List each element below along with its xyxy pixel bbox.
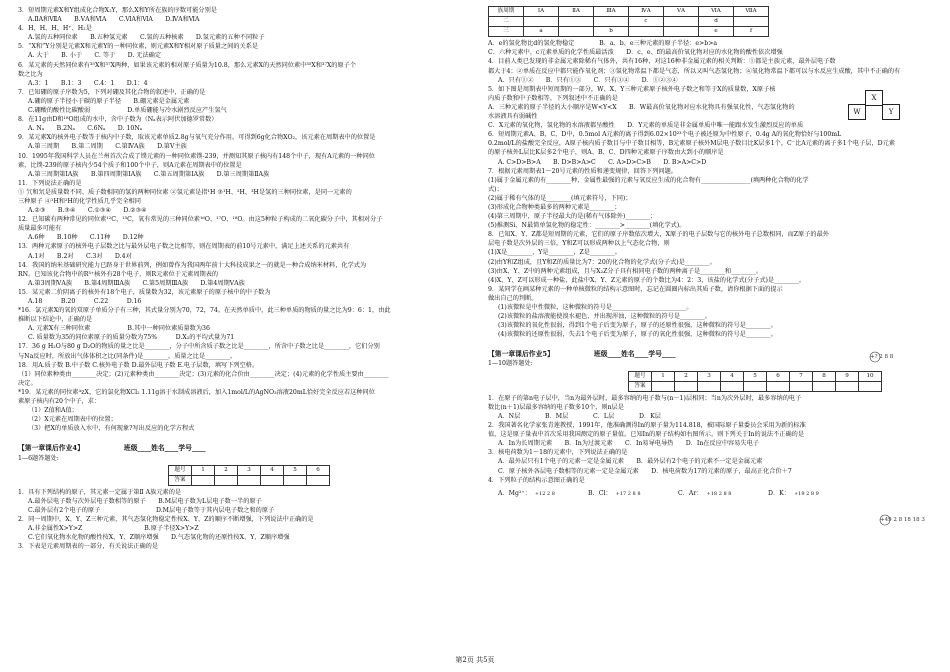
periodic-table-cell (664, 17, 699, 27)
question-line: 2．我国著名化学家张青莲教授，1991年，他准确测得In的原子量为114.818，被国际原子量委员会采用为新的标准 (488, 422, 806, 430)
answer-table-header-cell: 7 (790, 371, 813, 381)
periodic-table-cell: d (699, 17, 734, 27)
answer-table-header-cell: 9 (836, 371, 859, 381)
question-line: A．三种元素的原子半径的大小顺序是W<Y<X B．W最高价氧化物对应水化物具有强氧化性，气态氢化物的 (488, 103, 795, 111)
atom-diagram-q9-label: +? 2 8 8 (870, 354, 894, 360)
question-line: ① 氕和氘是质量数不同、质子数相同的氢的两种同位素 ②氢元素是指¹H ③¹H、²H、³H是氢的三种同位素，是同一元素的 (18, 188, 352, 196)
question-line: A.18 B.20 C.22 D.16 (28, 298, 142, 305)
answer-row-label: 答案 (169, 475, 192, 485)
section-heading-5 (488, 350, 933, 359)
choice-row (488, 489, 933, 499)
question-line: (4)X、Y、Z可以形成一种盐，此盐中X、Y、Z元素的原子的个数比为4：2：3，该盐的化学式(分子式)是________。 (488, 276, 806, 284)
wxy-box-w: W (848, 104, 866, 120)
question-line: 3．核电荷数为1～18的元素中，下列说法正确的是 (488, 449, 628, 457)
answer-cell[interactable] (767, 381, 790, 391)
answer-cell[interactable] (859, 381, 882, 391)
answer-area-label: 1—10题答题处: (488, 360, 533, 368)
question-line: A.第三周期 B.第二周期 C.第ⅣA族 D.第Ⅴ主族 (28, 143, 187, 151)
answer-cell[interactable] (215, 475, 238, 485)
answer-cell[interactable] (836, 381, 859, 391)
periodic-table-cell: f (734, 27, 769, 37)
question-line: C. 质量数为35的同位素原子的质量分数为75% D.X₂的平均式量为71 (28, 334, 235, 342)
question-line: 1．在原子的第n电子层中，当n为最外层时，最多容纳的电子数与(n－1)层相同；当n为次外层时，最多容纳的电子 (488, 394, 802, 402)
question-line: 的原子核外L层比K层多2个电子，则A、B、C、D四种元素原子序数由大到小的顺序是 (488, 149, 724, 157)
answer-table-header-cell: 题号 (169, 465, 192, 475)
answer-table-header-cell: 4 (261, 465, 284, 475)
question-line: 14．我国的纳米基础研究能力已跻身于世界前列，例如曾作为我国两年前十大科技成果之一的就是一种合成纳米材料，化学式为 (18, 261, 367, 269)
question-line: 8．在11g由D和¹⁸O组成的水中，含中子数为（Nₐ表示阿伏加德罗常数） (18, 116, 218, 124)
choice-a (498, 489, 588, 499)
answer-cell[interactable] (721, 381, 744, 391)
question-line: 5．如下图是周期表中短周期的一部分，W、X、Y三种元素原子核外电子数之和等于X的质量数，X原子核 (488, 85, 776, 93)
question-line: 三种原子 ④¹H和²H的化学性质几乎完全相同 (18, 197, 141, 205)
question-line: 1．具有下列结构的原子，其元素一定属于第Ⅱ A族元素的是 (18, 488, 182, 496)
question-line: （1）Z值和A值； (28, 407, 78, 415)
question-line: (1)该微粒是中性微粒，这种微粒的符号是________________________。 (498, 304, 693, 311)
periodic-table-cell: b (594, 27, 629, 37)
periodic-table-cell (629, 27, 664, 37)
question-line: 数之比为 (18, 70, 43, 78)
question-line: （1）同位素种类由________决定；(2)元素种类由________决定；(3)元素的化合价由________决定；(4)元素的化学性质主要由________ (18, 370, 389, 378)
question-line: 3．短周期元素X和Y组成化合物X₂Y，那么X和Y所在族的序数可能分别是 (18, 7, 217, 14)
choice-label: B．Cl： (588, 489, 612, 497)
question-line: *16．氯元素X的氧的双原子单质分子有三种，其式量分别为70，72，74。在天然单质中，此三种单质的物质的量之比为9：6：1，由此 (18, 307, 391, 315)
question-line: 素，比镤-239的原子核内少54个质子和100个中子，则A元素在周期表中的位置是 (18, 161, 242, 169)
answer-cell[interactable] (652, 381, 675, 391)
section-title: 【第一章课后作业5】 (488, 350, 554, 359)
periodic-table-cell (594, 17, 629, 27)
question-line: (3)该微粒的氧化性很弱，得到1个电子后变为原子，原子的还原性很强，这种微粒的符号是________。 (498, 322, 777, 330)
question-line: A.②③ B.③④ C.①③④ D.②③④ (28, 207, 147, 215)
periodic-table-cell: c (629, 17, 664, 27)
question-line: 7．已知硼的原子序数为5，下列对硼及其化合物的叙述中，正确的是 (18, 88, 206, 96)
question-line: 7．根据元素周期表1～20号元素的性质和递变规律，回答下列问题。 (488, 167, 677, 175)
answer-cell[interactable] (675, 381, 698, 391)
periodic-table-cell (524, 17, 559, 27)
question-line: C.硼酸的酸性比碳酸弱 D.单质硼能与冷水剧烈反应产生氢气 (28, 107, 227, 115)
periodic-table-header-cell: ⅦA (734, 7, 769, 17)
question-line: A.第3周期ⅤA族 B.第4周期ⅢA族 C.第5周期ⅢA族 D.第4周期ⅤA族 (28, 279, 245, 287)
answer-cell[interactable] (307, 475, 330, 485)
question-line: (3)由X、Y、Z中的两种元素组成，且与X₂Z分子具有相同电子数的两种离子是________和________。 (488, 267, 763, 275)
answer-row-label: 答案 (629, 381, 652, 391)
question-line: 素原子核内有20个中子，求： (18, 398, 101, 406)
atom-structure-label: +12 2 8 (534, 490, 555, 497)
question-line: A.3：1 B.1：3 C.4：1 D.1：4 (28, 79, 148, 87)
question-line: 3．下表是元素周期表的一部分，有关说法正确的是 (18, 543, 159, 551)
question-line: A．只有①② B．只有①③ C．只有③④ D．①②③④ (498, 76, 678, 84)
question-line: C．六种元素中，c元素单质的化学性质最活泼 D．c、e、f的最高价氧化物对应的水化物的酸性依次增强 (488, 49, 783, 57)
periodic-table-header-cell: ⅣA (629, 7, 664, 17)
answer-table-header-cell: 2 (675, 371, 698, 381)
question-line: A. C>D>B>A B. D>B>A>C C. A>D>C>B D. B>A>C>D (498, 158, 707, 166)
periodic-table-cell: 三 (489, 27, 524, 37)
answer-table-header-cell: 8 (813, 371, 836, 381)
question-line: A.最外层电子数与次外层电子数相等的原子 B.M层电子数为L层电子数一半的原子 (28, 497, 262, 505)
question-line: A.氢的五种同位素 B.五种氢元素 C.氢的五种核素 D.氢元素的五种不同粒子 (28, 34, 265, 42)
question-line: （3）把X的单质放入水中，有何现象?写出反应的化学方程式 (28, 425, 195, 433)
question-line: 数比(n＋1)层最多容纳的电子数多10个，则n层是 (488, 403, 624, 411)
question-line: A. 大于 B. 小于 C. 等于 D. 无法确定 (28, 52, 162, 60)
question-line: A.硼的原子半径小于碳的原子半径 B.硼元素是金属元素 (28, 97, 190, 105)
answer-cell[interactable] (192, 475, 215, 485)
answer-table-header-cell: 6 (307, 465, 330, 475)
periodic-table-cell: a (524, 27, 559, 37)
periodic-table-fragment (488, 6, 769, 37)
question-line: A.ⅡA和ⅦA B.ⅤA和ⅥA C.ⅥA和ⅥA D.ⅣA和ⅥA (28, 16, 200, 24)
class-name-id-label: 班级____姓名____学号____ (593, 350, 676, 359)
section-title: 【第一章课后作业4】 (18, 444, 84, 453)
question-line: 推断以下结论中，正确的是 (18, 316, 93, 324)
question-line: 10．1995年我国科学人员在兰州首次合成了镤元素的一种同位素镤-239，并测知其原子核内有148个中子，现有A元素的一种同位 (18, 152, 375, 160)
question-line: 5．“X和”Y分别是元素X和元素Y的一种同位素，则元素X和Y相对原子质量之间的关系是 (18, 43, 259, 51)
left-column (18, 6, 458, 551)
question-line: 0.2mol/L的盐酸完全反应，A原子核内质子数目与中子数目相等，B元素原子核外M层电子数目比K层多1个，C⁻比A元素的离子多1个电子层，D元素 (488, 140, 896, 148)
answer-table-header-cell: 3 (238, 465, 261, 475)
question-line: 6．短周期元素A、B、C、D中，0.5mol A元素的离子得到6.02×10²³个电子被还原为中性原子，0.4g A的氧化物恰好与100mL (488, 131, 842, 139)
question-line: (3)形成化合物种类最多的两种元素是________； (488, 203, 621, 211)
question-line: 18．用A.质子数 B.中子数 C.核外电子数 D.最外层电子数 E.电子层数，填写下列空格。 (18, 361, 259, 369)
answer-table (628, 371, 882, 392)
wxy-box-x: X (865, 90, 883, 106)
periodic-table-cell: e (699, 27, 734, 37)
question-line: A.第三周期第ⅠA族 B.第四周期第ⅠA族 C.第五周期第ⅠA族 D.第三周期第ⅡA族 (28, 170, 270, 178)
question-line: *19．某元素的同位素ᴬzX，它的氯化物XCl₂ 1.11g溶于水制成溶液后，加入1mol/L的AgNO₃溶液20mL恰好完全反应若这种同位 (18, 388, 375, 396)
question-line: (2)属于稀有气体的是________(填元素符号，下同)； (488, 194, 632, 202)
answer-table-header-cell: 题号 (629, 371, 652, 381)
answer-cell[interactable] (238, 475, 261, 485)
question-line: (1)X是________，Y是________，Z是________。 (488, 249, 621, 257)
question-line: C．X元素的氧化物，氢化物的水溶液都呈酸性 D．Y元素的单质是非金属单质中唯一能跟水发生激烈反应的单质 (488, 122, 804, 130)
periodic-table-header-cell: ⅢA (594, 7, 629, 17)
question-line: 层电子数是次外层的三倍，Y和Z可以形成两种以上气态化合物，则 (488, 240, 670, 248)
question-line: 4．H、H、H、H⁺、H₂是 (18, 25, 92, 33)
question-line: 与Na反应时，所放出气体体积之比(同条件)是________，质量之比是________。 (18, 352, 237, 360)
periodic-table-cell (664, 27, 699, 37)
answer-cell[interactable] (744, 381, 767, 391)
question-line: 4．下列粒子的结构示意图正确的是 (488, 476, 585, 484)
page-number: 第2页 共5页 (455, 656, 495, 664)
question-line: 2．同一周期中，X、Y、Z三种元素，其气态氢化物稳定性按X、Y、Z的顺序不断增强，下列说法中正确的是 (18, 516, 314, 524)
answer-cell[interactable] (284, 475, 307, 485)
question-line: (1)属于金属元素的有________种，金属性最强的元素与氧反应生成的化合物有________________(填两种化合物的化学 (488, 176, 809, 184)
question-line: A.1对 B.2对 C.3对 D.4对 (28, 252, 132, 260)
question-line: 9．某元素X的核外电子数等于核内中子数，取该元素单质2.8g与氧气充分作用，可得到6g化合物XO₂，该元素在周期表中的位置是 (18, 134, 376, 142)
question-line: 8．已知X、Y、Z都是短周期的元素，它们的原子序数依次增大，X原子的电子层数与它的核外电子总数相同，而Z原子的最外 (488, 231, 829, 239)
answer-table-header-cell: 5 (284, 465, 307, 475)
question-line: (2)该微粒的盐溶液能使溴水褪色，并出现浑浊，这种微粒的符号是________。 (498, 313, 711, 321)
class-name-id-label: 班级____姓名____学号____ (123, 444, 206, 453)
question-line: A．In为长周期元素 B．In为过渡元素 C．In易导电导热 D．In在反应中容易失电子 (498, 440, 759, 448)
atom-structure-label: +17 2 8 8 (615, 490, 641, 497)
question-line: 4．目前人类已发现的非金属元素除稀有气体外，共有16种，对这16种非金属元素的相关判断：①都是主族元素，最外层电子数 (488, 58, 836, 66)
atom-diagram-in-label: +49 2 8 18 18 3 (880, 517, 925, 523)
answer-table-header-cell: 6 (767, 371, 790, 381)
choice-label: D．K： (768, 489, 790, 497)
question-line: 12．已知碳有两种常见的同位素¹²C、¹³C，氧有常见的三种同位素¹⁶O、¹⁷O、¹⁸O。由这5种粒子构成的二氧化碳分子中，其相对分子 (18, 216, 383, 224)
atom-structure-label: +19 2 8 9 (793, 490, 819, 497)
question-line: (5)推测Si、N最简单氢化物的稳定性：________>________(填化学式)。 (488, 222, 686, 230)
question-line: A．e的氢化物比d的氢化物稳定 B．a、b、e三种元素的原子半径：e>b>a (488, 40, 718, 48)
question-line: 做出自己的判断。 (488, 294, 538, 302)
section-heading-4 (18, 444, 458, 453)
wxy-box-y: Y (882, 104, 900, 120)
question-line: 15．某元素二价阴离子的核外有18个电子，质量数为32，该元素原子的原子核中的中子数为 (18, 288, 271, 296)
answer-table-header-cell: 4 (721, 371, 744, 381)
question-line: 6．某元素的天然同位素有³⁵X和³⁷X两种，如果该元素的相对原子质量为10.8，那么元素X的天然同位素中³⁵X和³⁷X的原子个 (18, 61, 357, 69)
question-line: C．原子核外各层电子数相等的元素一定是金属元素 D．核电荷数为17的元素的原子，最高正化合价＋7 (498, 467, 792, 475)
answer-table-header-cell: 5 (744, 371, 767, 381)
atom-diagram-q9 (868, 350, 894, 364)
question-line: C.它们氧化物水化物的酸性按X、Y、Z顺序增强 D.气态氢化物的还原性按X、Y、Z顺序增强 (28, 534, 290, 542)
periodic-table-header-cell: ⅥA (699, 7, 734, 17)
atom-structure-label: +18 2 8 8 (706, 490, 732, 497)
answer-cell[interactable] (813, 381, 836, 391)
question-line: A. Nₐ B.2Nₐ C.6Nₐ D. 10Nₐ (28, 125, 143, 133)
answer-cell[interactable] (790, 381, 813, 391)
question-line: (4)第三周期中，原子半径最大的是(稀有气体除外)________； (488, 213, 657, 221)
question-line: 决定。 (18, 379, 37, 387)
question-line: (4)该微粒的还原性很弱，失去1个电子后变为原子，原子的氧化性很强，这种微粒的符号是________。 (498, 331, 777, 339)
periodic-table-header-cell: 族周期 (489, 7, 524, 17)
question-line: A.非金属性X>Y>Z B.原子半径X>Y>Z (28, 525, 199, 533)
question-line: A. 元素X有三种同位素 B.其中一种同位素质量数为36 (28, 325, 210, 333)
question-line: 都大于4；②单质在反应中都只能作氧化剂；③氢化物常温下都是气态，所以又叫气态氢化物；④氧化物常温下都可以与水反应生成酸，其中不正确的有 (488, 67, 901, 75)
right-column (488, 6, 933, 499)
choice-c (678, 489, 768, 499)
choice-label: A．Mg²⁺： (498, 489, 531, 497)
periodic-table-cell (559, 27, 594, 37)
atom-diagram-in (878, 513, 925, 527)
periodic-table-header-cell: ⅡA (559, 7, 594, 17)
answer-table-header-cell: 2 (215, 465, 238, 475)
question-line: 值，这是原子量表中首次采用我国测定的原子量值。已知In的原子结构如右图所示，则下列关于In的说法不正确的是 (488, 431, 805, 439)
periodic-table-cell (734, 17, 769, 27)
answer-area-label: 1—6题答题处: (18, 454, 59, 462)
question-line: A.6种 B.10种 C.11种 D.12种 (28, 234, 144, 242)
answer-table (168, 465, 330, 486)
choice-label: C．Ar： (678, 489, 703, 497)
periodic-table-cell: 二 (489, 17, 524, 27)
answer-table-header-cell: 1 (652, 371, 675, 381)
question-line: RN。已知该化合物中的R³⁺核外有28个电子，则R元素位于元素周期表的 (18, 270, 219, 278)
question-line: 13．两种元素原子的核外电子层数之比与最外层电子数之比相等，则在周期表的前10号元素中，满足上述关系的元素共有 (18, 243, 350, 251)
choice-d (768, 489, 858, 499)
question-line: 式)； (488, 185, 503, 193)
question-line: (2)由Y和Z组成，且Y和Z的质量比为7：20的化合物的化学式(分子式)是________。 (488, 258, 716, 266)
question-line: A．最外层只有1个电子的元素一定是金属元素 B．最外层有2个电子的元素不一定是金属元素 (498, 458, 763, 466)
question-line: 内质子数和中子数相等，下列叙述中不正确的是 (488, 94, 618, 102)
question-line: 11．下列说法正确的是 (18, 179, 82, 187)
answer-cell[interactable] (698, 381, 721, 391)
periodic-table-header-cell: ⅠA (524, 7, 559, 17)
periodic-table-cell (559, 17, 594, 27)
question-line: A．N层 B．M层 C．L层 D．K层 (498, 412, 661, 420)
question-line: （2）X元素在周期表中的位置； (28, 416, 117, 424)
question-line: 17．36 g H₂O与80 g D₂O的物质的量之比是________，分子中所含质子数之比是________，所含中子数之比是________，它们分别 (18, 343, 380, 351)
answer-table-header-cell: 1 (192, 465, 215, 475)
answer-cell[interactable] (261, 475, 284, 485)
choice-b (588, 489, 678, 499)
question-line: 质量最多可能有 (18, 225, 62, 233)
question-line: 9．某同学在画某种元素的一种单核微粒的结构示意图时，忘记在圆圈内标出其质子数，请你根据下面的提示 (488, 285, 783, 293)
answer-table-header-cell: 3 (698, 371, 721, 381)
question-line: 水溶液具有弱碱性 (488, 113, 538, 121)
question-line: C.最外层有2个电子的原子 D.M层电子数等于其内层电子数之和的原子 (28, 506, 275, 514)
answer-table-header-cell: 10 (859, 371, 882, 381)
periodic-table-header-cell: ⅤA (664, 7, 699, 17)
